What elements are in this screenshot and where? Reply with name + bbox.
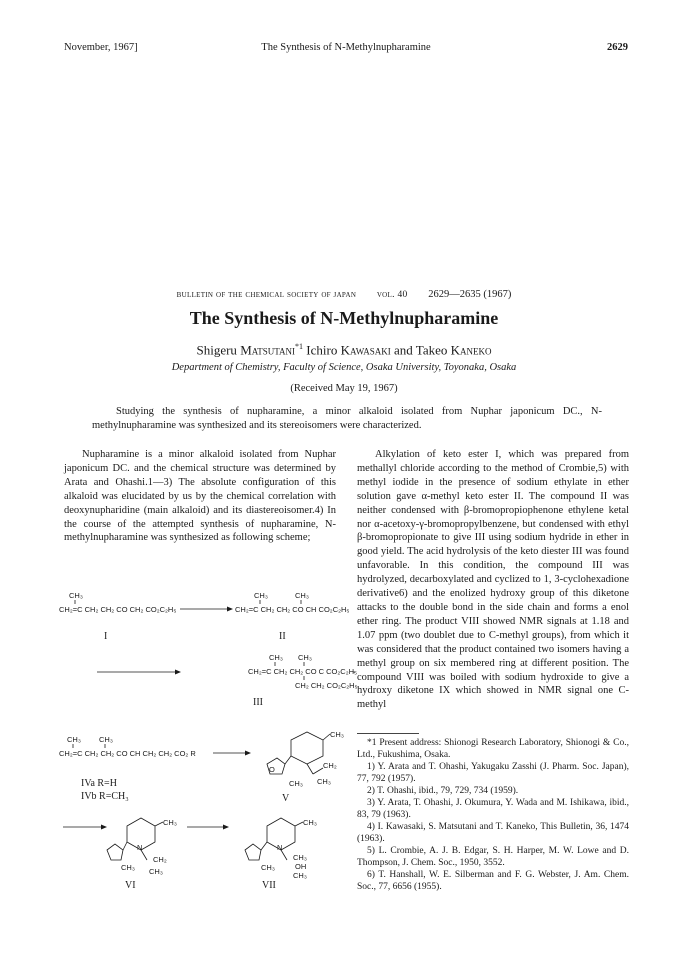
footnote: 6) T. Hanshall, W. E. Silberman and F. G. Webster, J. Am. Chem. Soc., 77, 6656 (1955). (357, 870, 629, 892)
author-1-last: Matsutani (240, 342, 296, 358)
label-IVa: IVa R=H (81, 778, 117, 789)
scheme-IV-ch3-a: CH₃ (67, 735, 81, 744)
received-date: (Received May 19, 1967) (290, 383, 398, 394)
running-header (64, 42, 628, 58)
scheme-III-ch3-a: CH₃ (269, 653, 283, 662)
footnotes (357, 737, 629, 893)
structure-V-o: O (269, 765, 275, 774)
journal-citation-line (0, 289, 688, 300)
article-title: The Synthesis of N-Methylnupharamine (189, 308, 499, 328)
structure-VI-n: N (137, 843, 143, 852)
label-I: I (104, 631, 108, 642)
header-page-number: 2629 (607, 42, 628, 53)
formula-II: CH₂=C CH₂ CH₂ CO CH CO₂C₂H₅ (235, 605, 350, 614)
structure-VI-ch3-c: CH₃ (149, 867, 163, 876)
formula-IV: CH₂=C CH₂ CH₂ CO CH CH₂ CH₂ CO₂ R (59, 749, 196, 758)
label-VII: VII (262, 880, 276, 891)
label-V: V (282, 793, 290, 804)
scheme-III-ch3-b: CH₃ (298, 653, 312, 662)
structure-VII-ch3-b: CH₃ (261, 863, 275, 872)
formula-III-sub: CH₂ CH₂ CO₂C₂H₅ (295, 681, 358, 690)
structure-VII-ch3-d: CH₃ (293, 871, 307, 880)
header-date: November, 1967] (64, 42, 138, 53)
abstract: Studying the synthesis of nupharamine, a minor alkaloid isolated from Nuphar japonicum DC., N-methylnupharamine was synthesized and its stereoisomers were characterized. (92, 406, 602, 431)
journal-name: bulletin of the chemical society of japan (176, 290, 357, 300)
right-column (357, 448, 629, 712)
structure-VII-oh: OH (295, 862, 307, 871)
structure-VI-ch3: CH₃ (163, 818, 177, 827)
header-running-title: The Synthesis of N-Methylnupharamine (261, 42, 431, 53)
author-3-last: Kaneko (450, 342, 492, 358)
scheme-II-ch3-a: CH₃ (254, 591, 268, 600)
structure-V-ch2: CH₂ (323, 761, 337, 770)
footnote: 1) Y. Arata and T. Ohashi, Yakugaku Zasshi (J. Pharm. Soc. Japan), 77, 792 (1957). (357, 762, 629, 784)
author-1-first: Shigeru (196, 342, 241, 358)
journal-volume: vol. 40 (376, 290, 408, 300)
structure-VII-ch3: CH₃ (303, 818, 317, 827)
footnote: *1 Present address: Shionogi Research Laboratory, Shionogi & Co., Ltd., Fukushima, Osaka. (357, 738, 629, 760)
label-II: II (279, 631, 286, 642)
structure-V-ch3-b: CH₃ (289, 779, 303, 788)
body-paragraph: Alkylation of keto ester I, which was prepared from methallyl chloride according to the method of Crombie,5) with methyl iodide in the presence of sodium ethylate in ether solution gave α-methyl keto ester II. The compound II was neither condensed with β-bromopropiophenone ethylene ketal nor α-acetoxy-γ-bromopropylbenzene, but condensed with ethyl β-bromopropionate to give III using sodium hydride in ether in good yield. The acid hydrolysis of the keto diester III was found unfavorable. In this condition, the compound III was hydrolyzed, decarboxylated and cyclized to 1, 3-cyclohexadione derivative6) and the enolized hydroxy group of this diketone attacks to the double bond in the side chain and forms a enol ether ring. The product VIII showed NMR signals at 1.18 and 1.07 ppm (two doublet due to C-methyl groups), from which it was considered that the product contained two isomers having a methyl group on six membered ring at different position. The compound VIII was boiled with sodium hydroxide to give a hydroxy diketone IX which showed in NMR signal one C-methyl (357, 449, 629, 711)
label-III: III (253, 697, 263, 708)
left-column (64, 448, 336, 545)
scheme-II-ch3-b: CH₃ (295, 591, 309, 600)
formula-I: CH₂=C CH₂ CH₂ CO CH₂ CO₂C₂H₅ (59, 605, 177, 614)
structure-VI (107, 818, 163, 860)
footnote: 5) L. Crombie, A. J. B. Edgar, S. H. Harper, M. W. Lowe and D. Thompson, J. Chem. Soc., 1950, 3552. (357, 846, 629, 868)
scheme-I-ch3: CH₃ (69, 591, 83, 600)
journal-pages-year: 2629—2635 (1967) (428, 289, 512, 300)
footnote: 4) I. Kawasaki, S. Matsutani and T. Kaneko, This Bulletin, 36, 1474 (1963). (357, 822, 629, 844)
label-IVb: IVb R=CH₃ (81, 791, 129, 802)
structure-VI-ch2: CH₂ (153, 855, 167, 864)
author-3-first: Takeo (415, 342, 451, 358)
structure-V (267, 732, 330, 774)
footnote: 3) Y. Arata, T. Ohashi, J. Okumura, Y. Wada and M. Ishikawa, ibid., 83, 79 (1963). (357, 798, 629, 820)
structure-V-ch3: CH₃ (330, 730, 344, 739)
scheme-IV-ch3-b: CH₃ (99, 735, 113, 744)
intro-paragraph: Nupharamine is a minor alkaloid isolated from Nuphar japonicum DC. and the chemical structure was determined by Arata and Ohashi.1—3) The absolute configuration of this alkaloid was elucidated by us by the chemical correlation with deoxynupharidine (main alkaloid) and its diastereoisomer.4) In the course of the attempted synthesis of nupharamine, N-methylnupharamine was synthesized as following scheme; (64, 449, 336, 544)
structure-VII-n: N (277, 843, 283, 852)
formula-III-top: CH₂=C CH₂ CH₂ CO C CO₂C₂H₅ (248, 667, 358, 676)
affiliation: Department of Chemistry, Faculty of Science, Osaka University, Toyonaka, Osaka (171, 362, 517, 373)
reaction-scheme (55, 588, 358, 891)
author-conjunction: and (390, 342, 416, 358)
author-2-last: Kawasaki (340, 342, 391, 358)
label-VI: VI (125, 880, 136, 891)
author-line (0, 342, 688, 358)
structure-V-ch3-c: CH₃ (317, 777, 331, 786)
reaction-scheme-graphic (55, 588, 358, 891)
structure-VII-ch3-c: CH₃ (293, 853, 307, 862)
author-1-footnote-mark: *1 (295, 342, 304, 351)
author-2-first: Ichiro (303, 342, 341, 358)
footnote-rule (357, 733, 419, 734)
structure-VI-ch3-b: CH₃ (121, 863, 135, 872)
footnote: 2) T. Ohashi, ibid., 79, 729, 734 (1959). (367, 786, 519, 796)
